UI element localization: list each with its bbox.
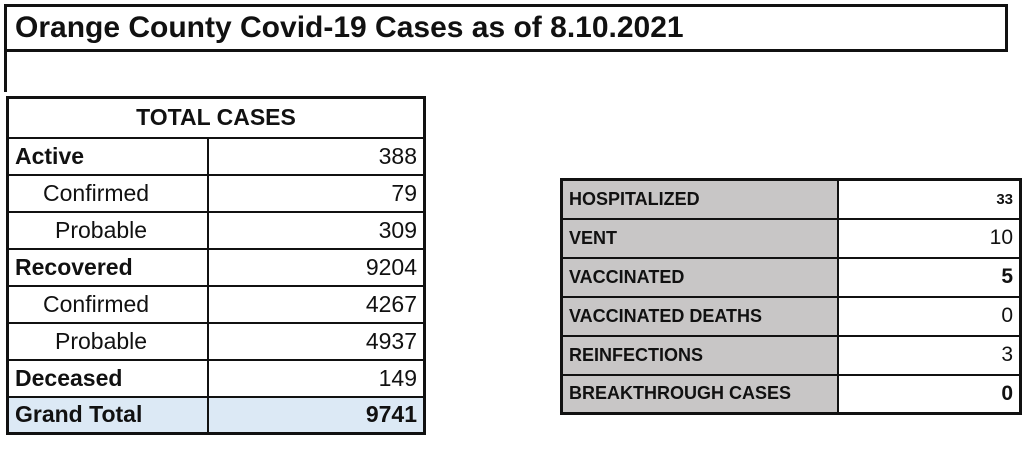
stat-label-reinfections: REINFECTIONS <box>562 336 838 375</box>
row-label-recovered: Recovered <box>8 249 208 286</box>
table-row <box>562 219 1021 258</box>
table-row <box>8 175 425 212</box>
row-label-deceased: Deceased <box>8 360 208 397</box>
stat-value-vent: 10 <box>838 219 1021 258</box>
table-row <box>562 336 1021 375</box>
table-row <box>8 360 425 397</box>
table-row-grand-total <box>8 397 425 434</box>
row-label-recovered-probable: Probable <box>8 323 208 360</box>
row-value-deceased: 149 <box>208 360 425 397</box>
row-value-recovered: 9204 <box>208 249 425 286</box>
table-row <box>562 375 1021 414</box>
divider <box>4 50 7 92</box>
table-header-row <box>8 98 425 138</box>
stat-label-breakthrough-cases: BREAKTHROUGH CASES <box>562 375 838 414</box>
stat-value-breakthrough-cases: 0 <box>838 375 1021 414</box>
stat-label-hospitalized: HOSPITALIZED <box>562 180 838 219</box>
stat-value-vaccinated-deaths: 0 <box>838 297 1021 336</box>
row-label-active-probable: Probable <box>8 212 208 249</box>
table-row <box>8 286 425 323</box>
stats-table <box>560 178 1022 415</box>
row-value-active-confirmed: 79 <box>208 175 425 212</box>
row-value-active-probable: 309 <box>208 212 425 249</box>
total-cases-table <box>6 96 426 435</box>
row-label-active-confirmed: Confirmed <box>8 175 208 212</box>
row-value-recovered-probable: 4937 <box>208 323 425 360</box>
table-row <box>8 323 425 360</box>
row-value-active: 388 <box>208 138 425 175</box>
stat-label-vaccinated-deaths: VACCINATED DEATHS <box>562 297 838 336</box>
row-label-active: Active <box>8 138 208 175</box>
table-row <box>562 258 1021 297</box>
table-row <box>562 297 1021 336</box>
row-value-recovered-confirmed: 4267 <box>208 286 425 323</box>
stat-label-vent: VENT <box>562 219 838 258</box>
table-row <box>8 212 425 249</box>
row-label-grand-total: Grand Total <box>8 397 208 434</box>
table-row <box>562 180 1021 219</box>
page-title: Orange County Covid-19 Cases as of 8.10.2021 <box>4 4 1008 52</box>
row-value-grand-total: 9741 <box>208 397 425 434</box>
row-label-recovered-confirmed: Confirmed <box>8 286 208 323</box>
stat-value-hospitalized: 33 <box>838 180 1021 219</box>
table-row <box>8 138 425 175</box>
stat-value-reinfections: 3 <box>838 336 1021 375</box>
stat-value-vaccinated: 5 <box>838 258 1021 297</box>
table-row <box>8 249 425 286</box>
total-cases-header: TOTAL CASES <box>8 98 425 138</box>
stat-label-vaccinated: VACCINATED <box>562 258 838 297</box>
